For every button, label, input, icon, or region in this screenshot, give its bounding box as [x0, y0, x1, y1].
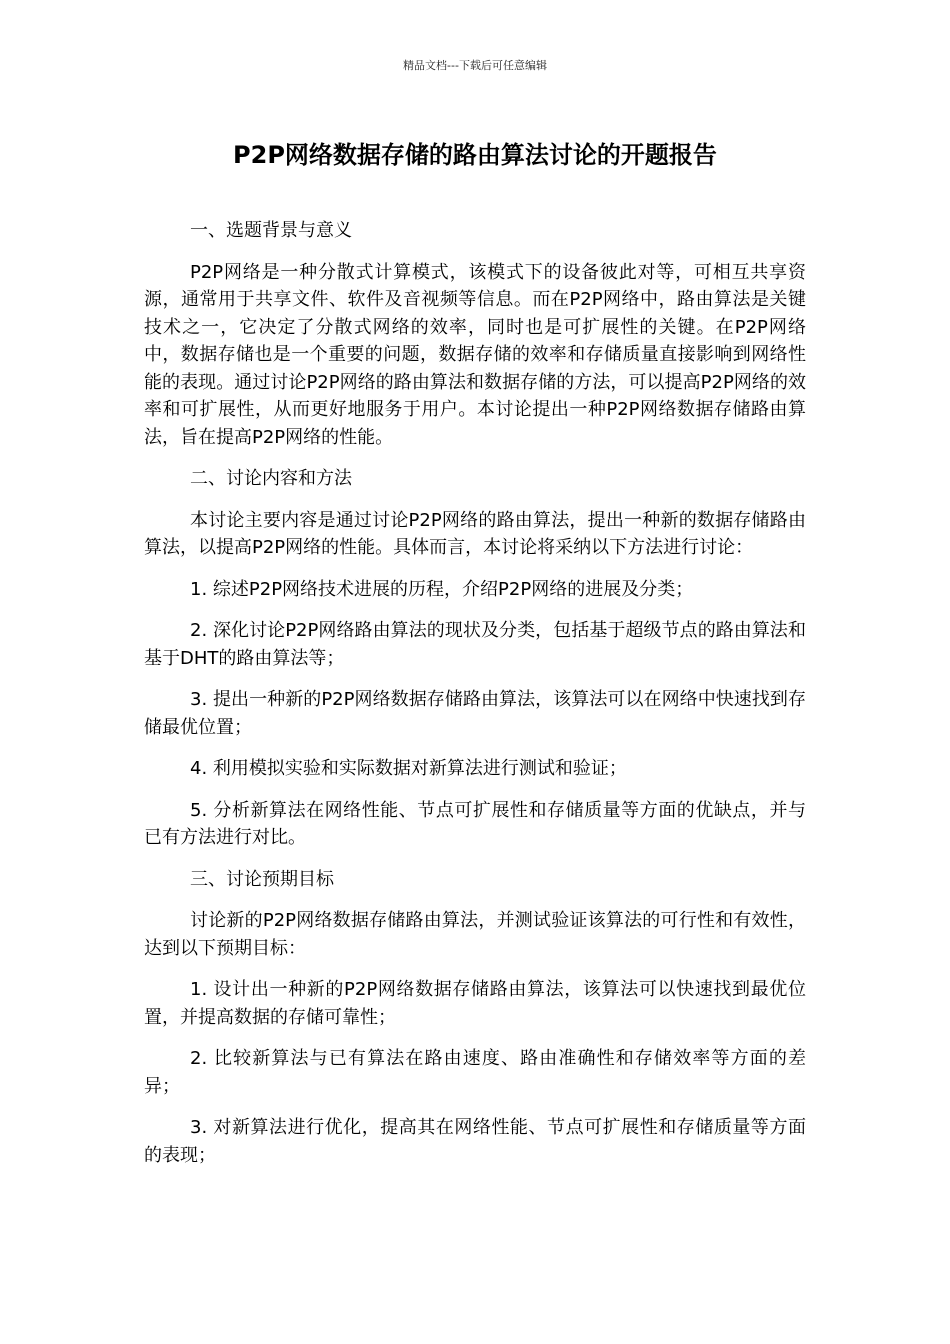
method-item-3: 3. 提出一种新的P2P网络数据存储路由算法，该算法可以在网络中快速找到存储最优位置；: [144, 689, 806, 738]
document-title: P2P网络数据存储的路由算法讨论的开题报告: [233, 141, 717, 169]
paragraph-goals: 讨论新的P2P网络数据存储路由算法，并测试验证该算法的可行性和有效性，达到以下预期目标：: [144, 910, 806, 959]
paragraph-content-methods: 本讨论主要内容是通过讨论P2P网络的路由算法，提出一种新的数据存储路由算法，以提高P2P网络的性能。具体而言，本讨论将采纳以下方法进行讨论：: [144, 509, 806, 558]
method-item-5: 5. 分析新算法在网络性能、节点可扩展性和存储质量等方面的优缺点，并与已有方法进行对比。: [144, 799, 806, 848]
section-heading-content-methods: 二、讨论内容和方法: [190, 468, 352, 489]
method-item-1: 1. 综述P2P网络技术进展的历程，介绍P2P网络的进展及分类；: [190, 578, 694, 600]
section-heading-goals: 三、讨论预期目标: [190, 868, 334, 890]
method-item-4: 4. 利用模拟实验和实际数据对新算法进行测试和验证；: [190, 758, 627, 779]
method-item-2: 2. 深化讨论P2P网络路由算法的现状及分类，包括基于超级节点的路由算法和基于DHT的路由算法等；: [144, 620, 806, 669]
goal-item-1: 1. 设计出一种新的P2P网络数据存储路由算法，该算法可以快速找到最优位置，并提高数据的存储可靠性；: [144, 979, 806, 1028]
document-body: [144, 217, 806, 1183]
paragraph-background: P2P网络是一种分散式计算模式，该模式下的设备彼此对等，可相互共享资源，通常用于共享文件、软件及音视频等信息。而在P2P网络中，路由算法是关键技术之一，它决定了分散式网络的效率，同时也是可扩展性的关键。在P2P网络中，数据存储也是一个重要的问题，数据存储的效率和存储质量直接影响到网络性能的表现。通过讨论P2P网络的路由算法和数据存储的方法，可以提高P2P网络的效率和可扩展性，从而更好地服务于用户。本讨论提出一种P2P网络数据存储路由算法，旨在提高P2P网络的性能。: [144, 261, 806, 448]
page-header: 精品文档---下载后可任意编辑: [403, 59, 547, 72]
goal-item-3: 3. 对新算法进行优化，提高其在网络性能、节点可扩展性和存储质量等方面的表现；: [144, 1117, 806, 1166]
goal-item-2: 2. 比较新算法与已有算法在路由速度、路由准确性和存储效率等方面的差异；: [144, 1048, 806, 1097]
section-heading-background: 一、选题背景与意义: [190, 220, 352, 241]
